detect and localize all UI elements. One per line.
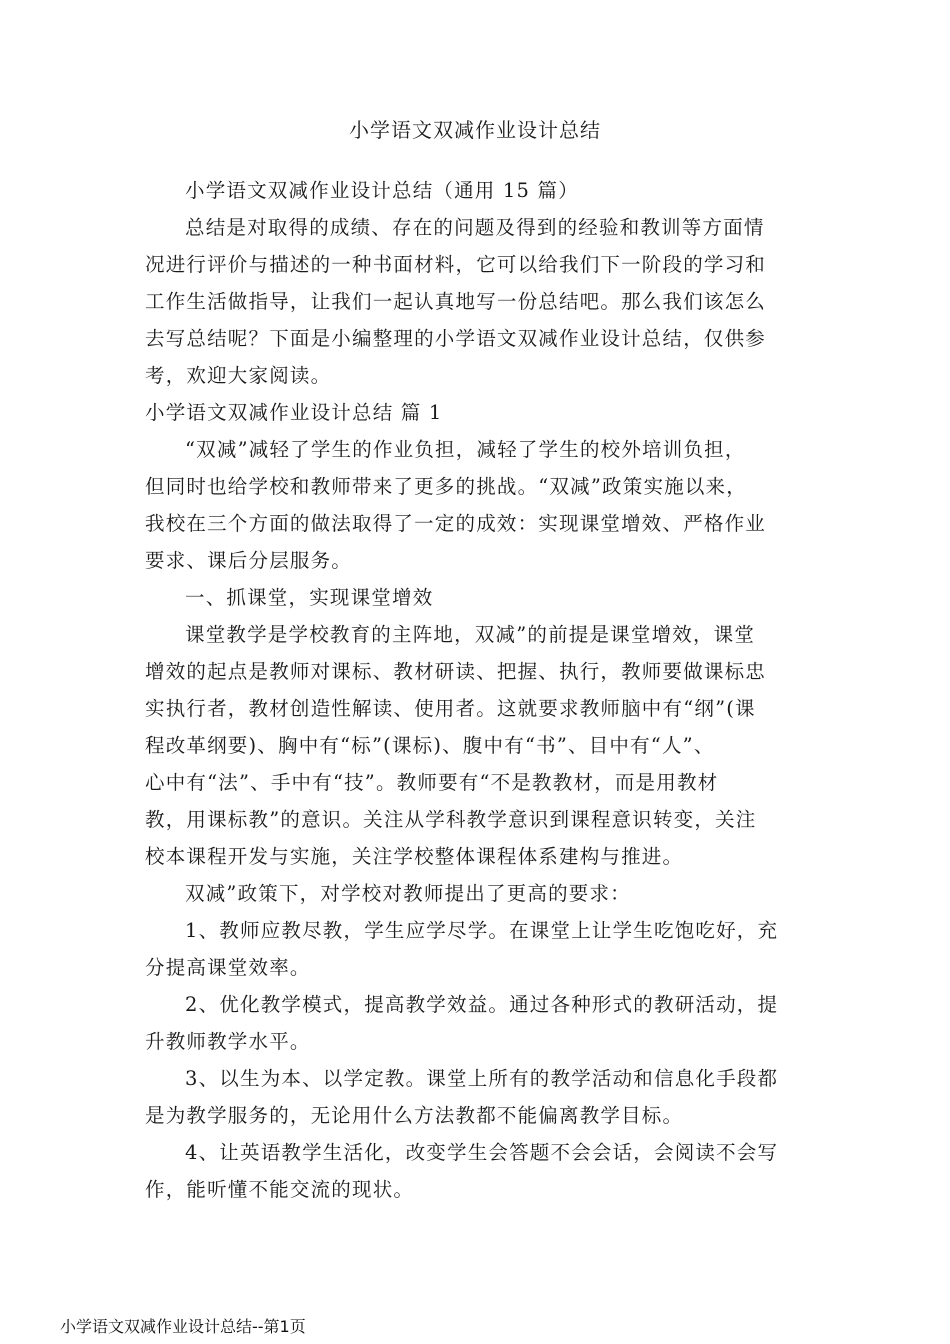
text-line: 小学语文双减作业设计总结 篇 1 [145,401,443,424]
text-line: “双减”减轻了学生的作业负担，减轻了学生的校外培训负担， [185,438,746,461]
text-line: 况进行评价与描述的一种书面材料，它可以给我们下一阶段的学习和 [145,253,767,276]
text-line: 一、抓课堂，实现课堂增效 [185,586,434,609]
text-line: 小学语文双减作业设计总结（通用 15 篇） [185,179,579,202]
text-line: 课堂教学是学校教育的主阵地，双减”的前提是课堂增效，课堂 [185,623,756,646]
text-line: 作，能听懂不能交流的现状。 [145,1178,415,1201]
text-line: 双减”政策下，对学校对教师提出了更高的要求： [185,882,631,905]
page-footer: 小学语文双减作业设计总结--第1页 [60,1317,306,1336]
text-line: 心中有“法”、手中有“技”。教师要有“不是教教材，而是用教材 [145,771,719,794]
text-line: 1、教师应教尽教，学生应学尽学。在课堂上让学生吃饱吃好，充 [185,919,779,942]
text-line: 去写总结呢？下面是小编整理的小学语文双减作业设计总结，仅供参 [145,327,767,350]
text-line: 工作生活做指导，让我们一起认真地写一份总结吧。那么我们该怎么 [145,290,767,313]
text-line: 升教师教学水平。 [145,1030,311,1053]
text-line: 但同时也给学校和教师带来了更多的挑战。“双减”政策实施以来， [145,475,747,498]
text-line: 要求、课后分层服务。 [145,549,353,572]
text-line: 总结是对取得的成绩、存在的问题及得到的经验和教训等方面情 [185,216,765,239]
text-line: 教，用课标教”的意识。关注从学科教学意识到课程意识转变，关注 [145,808,757,831]
text-line: 我校在三个方面的做法取得了一定的成效：实现课堂增效、严格作业 [145,512,767,535]
text-line: 2、优化教学模式，提高教学效益。通过各种形式的教研活动，提 [185,993,779,1016]
text-line: 3、以生为本、以学定教。课堂上所有的教学活动和信息化手段都 [185,1067,779,1090]
text-line: 4、让英语教学生活化，改变学生会答题不会会话，会阅读不会写 [185,1141,779,1164]
text-line: 考，欢迎大家阅读。 [145,364,332,387]
text-line: 是为教学服务的，无论用什么方法教都不能偏离教学目标。 [145,1104,684,1127]
text-line: 程改革纲要)、胸中有“标”(课标)、腹中有“书”、目中有“人”、 [145,734,715,757]
text-line: 校本课程开发与实施，关注学校整体课程体系建构与推进。 [145,845,684,868]
text-line: 分提高课堂效率。 [145,956,311,979]
text-line: 增效的起点是教师对课标、教材研读、把握、执行，教师要做课标忠 [145,660,767,683]
document-body [145,172,811,1208]
document-title: 小学语文双减作业设计总结 [349,118,601,142]
text-line: 实执行者，教材创造性解读、使用者。这就要求教师脑中有“纲”(课 [145,697,756,720]
